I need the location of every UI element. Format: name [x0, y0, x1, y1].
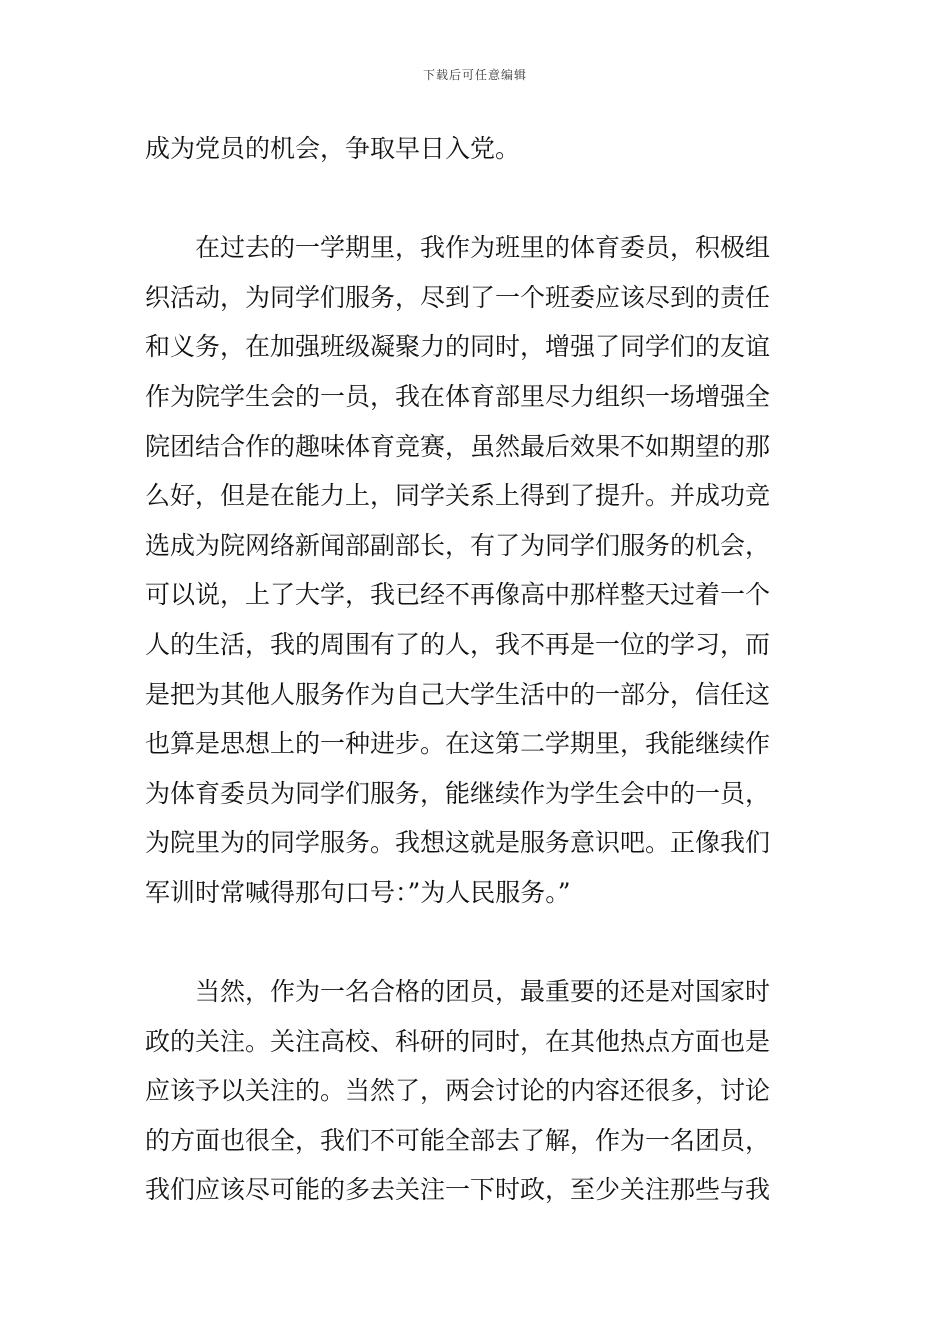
text-line: 可以说，上了大学，我已经不再像高中那样整天过着一个	[145, 580, 771, 610]
text-line: 是把为其他人服务作为自己大学生活中的一部分，信任这	[145, 679, 771, 709]
paragraph-gap	[145, 174, 810, 224]
paragraph-gap	[145, 918, 810, 968]
text-line: 人的生活，我的周围有了的人，我不再是一位的学习，而	[145, 629, 771, 659]
text-line: 成为党员的机会，争取早日入党。	[145, 134, 521, 163]
text-line: 院团结合作的趣味体育竞赛，虽然最后效果不如期望的那	[145, 431, 771, 461]
text-line: 应该予以关注的。当然了，两会讨论的内容还很多，讨论	[145, 1076, 771, 1106]
text-line: 为体育委员为同学们服务，能继续作为学生会中的一员，	[145, 778, 771, 808]
text-line: 也算是思想上的一种进步。在这第二学期里，我能继续作	[145, 729, 771, 759]
text-line: 在过去的一学期里，我作为班里的体育委员，积极组	[145, 233, 771, 263]
text-line: 为院里为的同学服务。我想这就是服务意识吧。正像我们	[145, 828, 771, 858]
text-line: 作为院学生会的一员，我在体育部里尽力组织一场增强全	[145, 381, 771, 411]
page-header: 下载后可任意编辑	[422, 68, 527, 82]
text-line: 和义务，在加强班级凝聚力的同时，增强了同学们的友谊	[145, 332, 771, 362]
document-body	[145, 124, 810, 1215]
text-line: 么好，但是在能力上，同学关系上得到了提升。并成功竞	[145, 481, 771, 511]
text-line: 当然，作为一名合格的团员，最重要的还是对国家时	[145, 977, 771, 1007]
text-line: 的方面也很全，我们不可能全部去了解，作为一名团员，	[145, 1125, 771, 1155]
text-line: 织活动，为同学们服务，尽到了一个班委应该尽到的责任	[145, 282, 771, 312]
paragraph-1	[145, 124, 810, 174]
text-line: 选成为院网络新闻部副部长，有了为同学们服务的机会，	[145, 530, 771, 560]
paragraph-3	[145, 967, 810, 1215]
text-line: 我们应该尽可能的多去关注一下时政，至少关注那些与我	[145, 1175, 771, 1205]
text-line: 军训时常喊得那句口号：”为人民服务。”	[145, 877, 571, 907]
text-line: 政的关注。关注高校、科研的同时，在其他热点方面也是	[145, 1026, 771, 1056]
paragraph-2	[145, 223, 810, 917]
